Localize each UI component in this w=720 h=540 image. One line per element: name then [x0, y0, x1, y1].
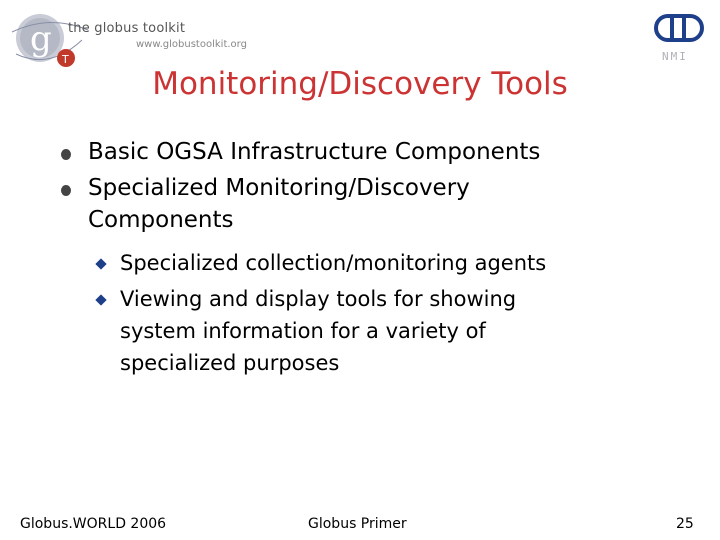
sub-bullet-2-line2: system information for a variety of — [120, 319, 486, 343]
slide-title: Monitoring/Discovery Tools — [152, 66, 568, 102]
nmi-label: NMI — [662, 50, 688, 63]
sub-bullet-marker — [95, 258, 106, 269]
sub-bullet-1-text: Specialized collection/monitoring agents — [120, 251, 547, 275]
nmi-logo-graphic — [648, 10, 708, 50]
sub-bullet-2-line3: specialized purposes — [120, 351, 340, 375]
bullet-2-line1: Specialized Monitoring/Discovery — [88, 175, 470, 201]
bullet-1-text: Basic OGSA Infrastructure Components — [88, 139, 541, 165]
sub-bullet-marker — [95, 294, 106, 305]
svg-text:T: T — [62, 53, 69, 66]
bullet-marker — [61, 149, 71, 160]
footer-left: Globus.WORLD 2006 — [20, 516, 167, 532]
bullet-marker — [61, 185, 71, 196]
globus-toolkit-logo — [10, 10, 250, 74]
footer-center: Globus Primer — [308, 516, 407, 532]
svg-text:g: g — [30, 19, 52, 59]
logo-title: the globus toolkit — [68, 21, 186, 36]
sub-bullet-2-line1: Viewing and display tools for showing — [120, 287, 517, 311]
logo-url: www.globustoolkit.org — [136, 39, 247, 50]
bullet-2-line2: Components — [88, 207, 234, 233]
page-number: 25 — [676, 516, 694, 532]
